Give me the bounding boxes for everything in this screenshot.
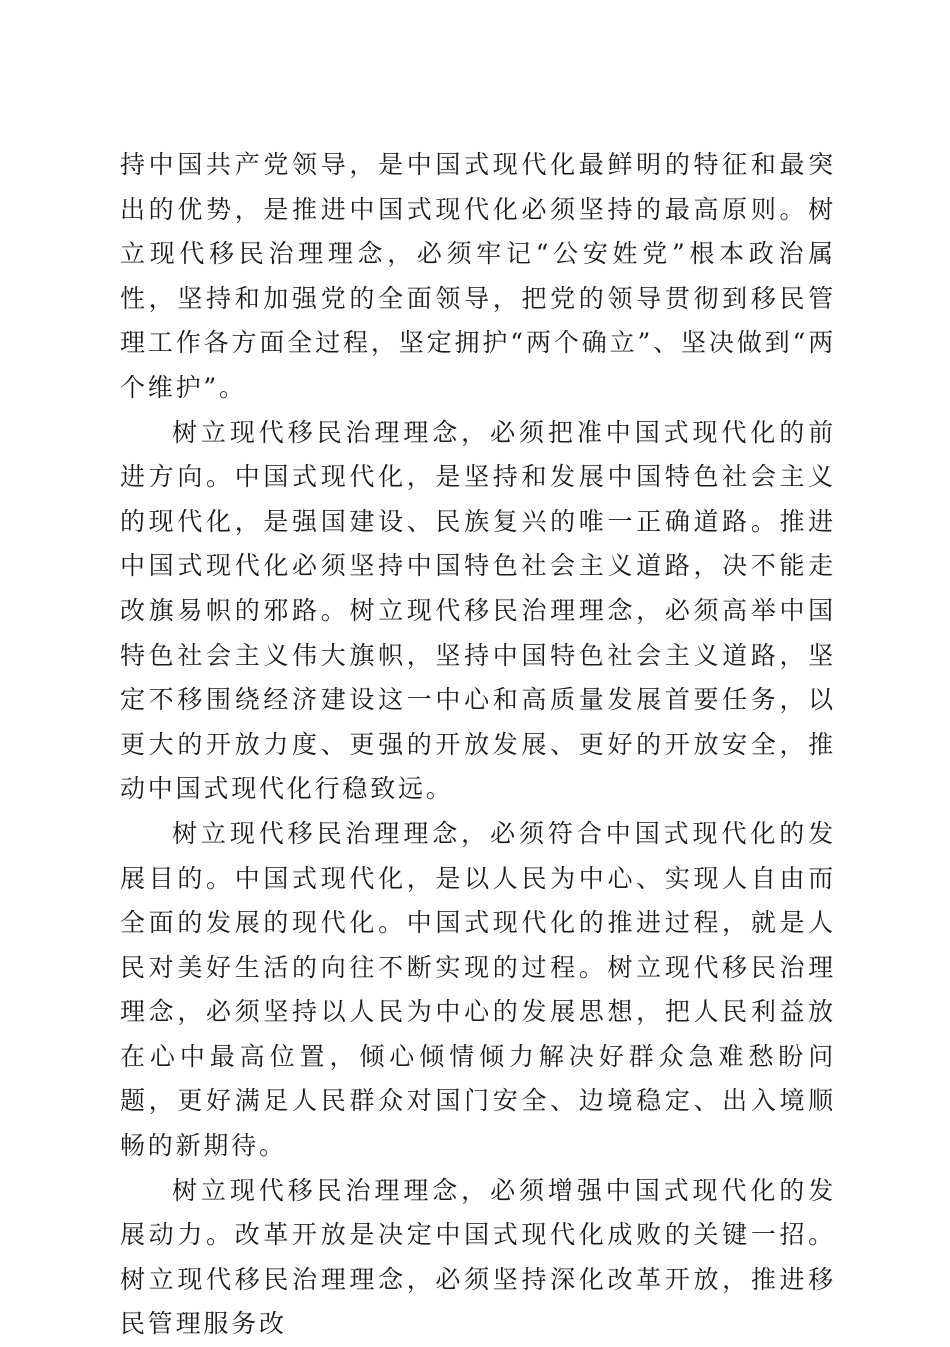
paragraph-continuation: 持中国共产党领导，是中国式现代化最鲜明的特征和最突出的优势，是推进中国式现代化必须坚持的最高原则。树立现代移民治理理念，必须牢记“公安姓党”根本政治属性，坚持和加强党的全面领导，把党的领导贯彻到移民管理工作各方面全过程，坚定拥护“两个确立”、坚决做到“两个维护”。 [120,150,836,402]
document-body [120,143,836,1347]
paragraph-driving-force: 树立现代移民治理理念，必须增强中国式现代化的发展动力。改革开放是决定中国式现代化成败的关键一招。树立现代移民治理理念，必须坚持深化改革开放，推进移民管理服务改 [120,1175,836,1339]
paragraph-purpose: 树立现代移民治理理念，必须符合中国式现代化的发展目的。中国式现代化，是以人民为中心、实现人自由而全面的发展的现代化。中国式现代化的推进过程，就是人民对美好生活的向往不断实现的过程。树立现代移民治理理念，必须坚持以人民为中心的发展思想，把人民利益放在心中最高位置，倾心倾情倾力解决好群众急难愁盼问题，更好满足人民群众对国门安全、边境稳定、出入境顺畅的新期待。 [120,818,836,1161]
paragraph-direction: 树立现代移民治理理念，必须把准中国式现代化的前进方向。中国式现代化，是坚持和发展中国特色社会主义的现代化，是强国建设、民族复兴的唯一正确道路。推进中国式现代化必须坚持中国特色社会主义道路，决不能走改旗易帜的邪路。树立现代移民治理理念，必须高举中国特色社会主义伟大旗帜，坚持中国特色社会主义道路，坚定不移围绕经济建设这一中心和高质量发展首要任务，以更大的开放力度、更强的开放发展、更好的开放安全，推动中国式现代化行稳致远。 [120,417,836,804]
